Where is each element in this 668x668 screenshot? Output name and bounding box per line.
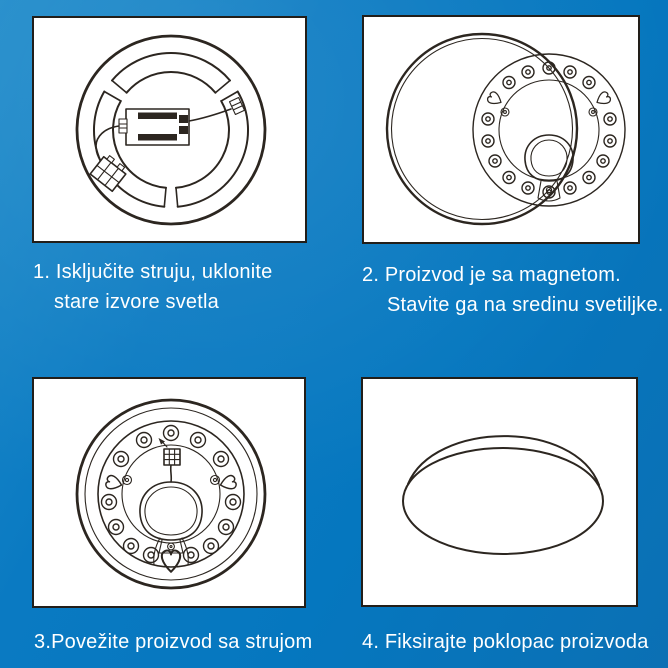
step-4-caption-line-1: 4. Fiksirajte poklopac proizvoda — [362, 631, 649, 653]
power-connector — [164, 449, 180, 482]
driver-cover — [525, 135, 573, 201]
step-1-caption-line-1: 1. Isključite struju, uklonite — [33, 261, 273, 283]
step-4-panel — [361, 377, 638, 607]
step-1-caption-line-2: stare izvore svetla — [54, 291, 219, 313]
step-2-caption — [362, 260, 664, 320]
lamp-base — [77, 400, 265, 588]
step-2-panel — [362, 15, 640, 244]
diffuser-cover — [403, 436, 603, 554]
step-3-caption — [34, 627, 312, 657]
module-wiring-illustration — [34, 379, 304, 606]
step-3-caption-line-1: 3.Povežite proizvod sa strujom — [34, 631, 313, 653]
driver-cover — [140, 482, 202, 572]
step-1-caption — [33, 257, 272, 317]
step-4-caption — [362, 627, 649, 657]
led-module — [473, 54, 625, 206]
module-placement-illustration — [364, 17, 638, 242]
cover-illustration — [363, 379, 636, 605]
tube-lamp-illustration — [34, 18, 305, 241]
step-2-caption-line-2: Stavite ga na sredinu svetiljke. — [387, 294, 664, 316]
step-1-panel — [32, 16, 307, 243]
step-3-panel — [32, 377, 306, 608]
ballast-box — [119, 109, 189, 145]
power-wire-right — [189, 98, 244, 121]
step-2-caption-line-1: 2. Proizvod je sa magnetom. — [362, 264, 621, 286]
